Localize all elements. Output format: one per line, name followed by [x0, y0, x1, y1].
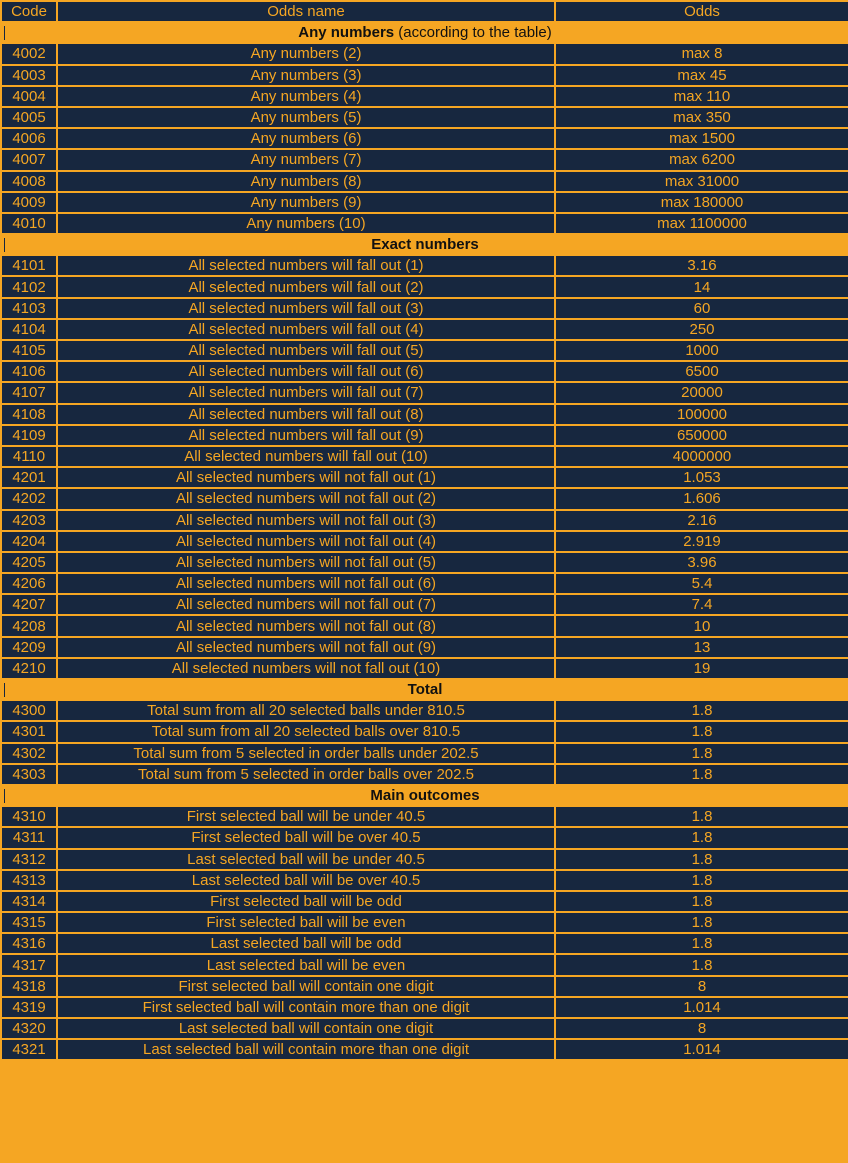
section-header-row	[1, 785, 848, 806]
odds-name-cell: First selected ball will contain one digit	[57, 976, 555, 997]
code-cell: 4209	[1, 637, 57, 658]
odds-name-cell: All selected numbers will not fall out (5)	[57, 552, 555, 573]
odds-cell: 8	[555, 976, 848, 997]
table-row	[1, 446, 848, 467]
odds-name-cell: First selected ball will be under 40.5	[57, 806, 555, 827]
odds-name-cell: First selected ball will contain more than one digit	[57, 997, 555, 1018]
table-row	[1, 340, 848, 361]
section-marker	[4, 26, 5, 40]
section-title-text: Main outcomes	[370, 787, 480, 805]
odds-cell: max 180000	[555, 192, 848, 213]
code-cell: 4303	[1, 764, 57, 785]
table-row	[1, 298, 848, 319]
odds-name-cell: All selected numbers will not fall out (4)	[57, 531, 555, 552]
table-row	[1, 128, 848, 149]
table-row	[1, 510, 848, 531]
odds-name-cell: Any numbers (9)	[57, 192, 555, 213]
table-row	[1, 107, 848, 128]
code-cell: 4005	[1, 107, 57, 128]
code-cell: 4105	[1, 340, 57, 361]
odds-cell: 1.8	[555, 849, 848, 870]
odds-name-cell: All selected numbers will fall out (2)	[57, 276, 555, 297]
table-row	[1, 976, 848, 997]
table-row	[1, 149, 848, 170]
odds-name-cell: Any numbers (8)	[57, 171, 555, 192]
odds-cell: 14	[555, 276, 848, 297]
odds-name-cell: All selected numbers will fall out (6)	[57, 361, 555, 382]
code-cell: 4002	[1, 43, 57, 64]
odds-name-cell: Last selected ball will contain more than one digit	[57, 1039, 555, 1060]
odds-cell: 19	[555, 658, 848, 679]
table-row	[1, 65, 848, 86]
odds-cell: 60	[555, 298, 848, 319]
code-cell: 4008	[1, 171, 57, 192]
code-cell: 4110	[1, 446, 57, 467]
odds-cell: max 350	[555, 107, 848, 128]
table-row	[1, 700, 848, 721]
odds-cell: max 45	[555, 65, 848, 86]
code-cell: 4321	[1, 1039, 57, 1060]
code-cell: 4317	[1, 954, 57, 975]
table-row	[1, 425, 848, 446]
table-row	[1, 827, 848, 848]
code-cell: 4208	[1, 615, 57, 636]
odds-cell: 20000	[555, 382, 848, 403]
section-header-row	[1, 234, 848, 255]
code-cell: 4204	[1, 531, 57, 552]
code-cell: 4313	[1, 870, 57, 891]
table-row	[1, 213, 848, 234]
odds-cell: max 8	[555, 43, 848, 64]
table-row	[1, 86, 848, 107]
odds-cell: 1.014	[555, 1039, 848, 1060]
odds-name-cell: All selected numbers will fall out (3)	[57, 298, 555, 319]
odds-name-cell: All selected numbers will fall out (7)	[57, 382, 555, 403]
code-cell: 4301	[1, 721, 57, 742]
odds-cell: max 1500	[555, 128, 848, 149]
table-row	[1, 361, 848, 382]
odds-name-cell: Last selected ball will contain one digit	[57, 1018, 555, 1039]
odds-cell: 1.8	[555, 827, 848, 848]
code-cell: 4205	[1, 552, 57, 573]
section-marker	[4, 238, 5, 252]
odds-cell: 1.8	[555, 912, 848, 933]
table-row	[1, 255, 848, 276]
odds-name-cell: Any numbers (2)	[57, 43, 555, 64]
code-cell: 4201	[1, 467, 57, 488]
odds-name-cell: Any numbers (3)	[57, 65, 555, 86]
odds-name-cell: All selected numbers will fall out (10)	[57, 446, 555, 467]
odds-name-cell: All selected numbers will not fall out (3)	[57, 510, 555, 531]
table-header-row	[1, 1, 848, 22]
section-marker	[4, 789, 5, 803]
odds-cell: 1.8	[555, 743, 848, 764]
section-note: (according to the table)	[394, 24, 552, 42]
odds-cell: max 31000	[555, 171, 848, 192]
code-cell: 4310	[1, 806, 57, 827]
odds-cell: 3.16	[555, 255, 848, 276]
code-cell: 4006	[1, 128, 57, 149]
table-row	[1, 721, 848, 742]
table-row	[1, 404, 848, 425]
section-title	[1, 234, 848, 255]
code-cell: 4207	[1, 594, 57, 615]
odds-name-cell: First selected ball will be even	[57, 912, 555, 933]
code-cell: 4312	[1, 849, 57, 870]
odds-cell: 1.8	[555, 806, 848, 827]
odds-cell: max 110	[555, 86, 848, 107]
table-row	[1, 552, 848, 573]
odds-name-cell: Any numbers (4)	[57, 86, 555, 107]
code-cell: 4311	[1, 827, 57, 848]
odds-name-cell: Any numbers (7)	[57, 149, 555, 170]
odds-name-cell: All selected numbers will not fall out (7)	[57, 594, 555, 615]
code-cell: 4108	[1, 404, 57, 425]
odds-name-cell: Total sum from all 20 selected balls under 810.5	[57, 700, 555, 721]
odds-cell: 1.8	[555, 700, 848, 721]
odds-cell: 1.8	[555, 954, 848, 975]
odds-cell: 3.96	[555, 552, 848, 573]
odds-name-cell: All selected numbers will not fall out (8)	[57, 615, 555, 636]
odds-name-cell: All selected numbers will not fall out (9)	[57, 637, 555, 658]
section-title-text: Any numbers	[298, 24, 395, 42]
code-cell: 4107	[1, 382, 57, 403]
odds-name-cell: All selected numbers will not fall out (2)	[57, 488, 555, 509]
code-cell: 4302	[1, 743, 57, 764]
table-row	[1, 594, 848, 615]
section-title-text: Total	[407, 681, 443, 699]
odds-cell: 4000000	[555, 446, 848, 467]
odds-name-cell: Last selected ball will be odd	[57, 933, 555, 954]
table-row	[1, 743, 848, 764]
header-odds-name: Odds name	[57, 1, 555, 22]
code-cell: 4101	[1, 255, 57, 276]
code-cell: 4007	[1, 149, 57, 170]
table-row	[1, 658, 848, 679]
table-row	[1, 806, 848, 827]
section-title	[1, 22, 848, 43]
odds-cell: 1000	[555, 340, 848, 361]
code-cell: 4010	[1, 213, 57, 234]
odds-name-cell: First selected ball will be odd	[57, 891, 555, 912]
odds-cell: 10	[555, 615, 848, 636]
odds-name-cell: Any numbers (10)	[57, 213, 555, 234]
odds-cell: 1.8	[555, 870, 848, 891]
odds-name-cell: All selected numbers will not fall out (6)	[57, 573, 555, 594]
odds-cell: 13	[555, 637, 848, 658]
code-cell: 4003	[1, 65, 57, 86]
section-header-row	[1, 22, 848, 43]
code-cell: 4319	[1, 997, 57, 1018]
table-row	[1, 43, 848, 64]
table-row	[1, 912, 848, 933]
table-row	[1, 1018, 848, 1039]
table-row	[1, 997, 848, 1018]
table-row	[1, 1039, 848, 1060]
table-row	[1, 637, 848, 658]
table-row	[1, 870, 848, 891]
code-cell: 4104	[1, 319, 57, 340]
odds-cell: 8	[555, 1018, 848, 1039]
odds-cell: 1.8	[555, 891, 848, 912]
table-row	[1, 849, 848, 870]
table-row	[1, 573, 848, 594]
odds-cell: 1.606	[555, 488, 848, 509]
table-row	[1, 488, 848, 509]
odds-name-cell: Total sum from 5 selected in order balls under 202.5	[57, 743, 555, 764]
code-cell: 4103	[1, 298, 57, 319]
code-cell: 4202	[1, 488, 57, 509]
odds-cell: 1.053	[555, 467, 848, 488]
header-odds: Odds	[555, 1, 848, 22]
odds-name-cell: All selected numbers will not fall out (1)	[57, 467, 555, 488]
section-title	[1, 679, 848, 700]
odds-name-cell: Last selected ball will be under 40.5	[57, 849, 555, 870]
section-marker	[4, 683, 5, 697]
code-cell: 4102	[1, 276, 57, 297]
odds-name-cell: All selected numbers will fall out (9)	[57, 425, 555, 446]
odds-cell: 1.8	[555, 721, 848, 742]
table-row	[1, 615, 848, 636]
odds-cell: max 1100000	[555, 213, 848, 234]
table-row	[1, 954, 848, 975]
table-row	[1, 171, 848, 192]
table-row	[1, 891, 848, 912]
odds-name-cell: All selected numbers will not fall out (10)	[57, 658, 555, 679]
code-cell: 4300	[1, 700, 57, 721]
section-title	[1, 785, 848, 806]
table-row	[1, 319, 848, 340]
odds-cell: 5.4	[555, 573, 848, 594]
code-cell: 4106	[1, 361, 57, 382]
odds-name-cell: All selected numbers will fall out (8)	[57, 404, 555, 425]
table-row	[1, 531, 848, 552]
section-title-text: Exact numbers	[371, 236, 479, 254]
odds-name-cell: Total sum from all 20 selected balls over 810.5	[57, 721, 555, 742]
code-cell: 4109	[1, 425, 57, 446]
odds-cell: 1.8	[555, 764, 848, 785]
odds-cell: 100000	[555, 404, 848, 425]
odds-cell: 2.16	[555, 510, 848, 531]
odds-cell: max 6200	[555, 149, 848, 170]
odds-name-cell: Total sum from 5 selected in order balls over 202.5	[57, 764, 555, 785]
table-row	[1, 192, 848, 213]
code-cell: 4203	[1, 510, 57, 531]
code-cell: 4009	[1, 192, 57, 213]
odds-cell: 1.8	[555, 933, 848, 954]
odds-name-cell: Last selected ball will be over 40.5	[57, 870, 555, 891]
table-row	[1, 382, 848, 403]
code-cell: 4206	[1, 573, 57, 594]
table-row	[1, 764, 848, 785]
code-cell: 4004	[1, 86, 57, 107]
odds-name-cell: Any numbers (5)	[57, 107, 555, 128]
table-row	[1, 467, 848, 488]
odds-cell: 7.4	[555, 594, 848, 615]
code-cell: 4210	[1, 658, 57, 679]
code-cell: 4315	[1, 912, 57, 933]
header-code: Code	[1, 1, 57, 22]
code-cell: 4316	[1, 933, 57, 954]
table-row	[1, 276, 848, 297]
code-cell: 4314	[1, 891, 57, 912]
odds-name-cell: All selected numbers will fall out (5)	[57, 340, 555, 361]
odds-name-cell: All selected numbers will fall out (4)	[57, 319, 555, 340]
odds-cell: 250	[555, 319, 848, 340]
odds-cell: 650000	[555, 425, 848, 446]
odds-cell: 1.014	[555, 997, 848, 1018]
code-cell: 4318	[1, 976, 57, 997]
odds-cell: 2.919	[555, 531, 848, 552]
odds-name-cell: All selected numbers will fall out (1)	[57, 255, 555, 276]
odds-cell: 6500	[555, 361, 848, 382]
odds-name-cell: Any numbers (6)	[57, 128, 555, 149]
code-cell: 4320	[1, 1018, 57, 1039]
odds-name-cell: First selected ball will be over 40.5	[57, 827, 555, 848]
odds-name-cell: Last selected ball will be even	[57, 954, 555, 975]
section-header-row	[1, 679, 848, 700]
table-row	[1, 933, 848, 954]
